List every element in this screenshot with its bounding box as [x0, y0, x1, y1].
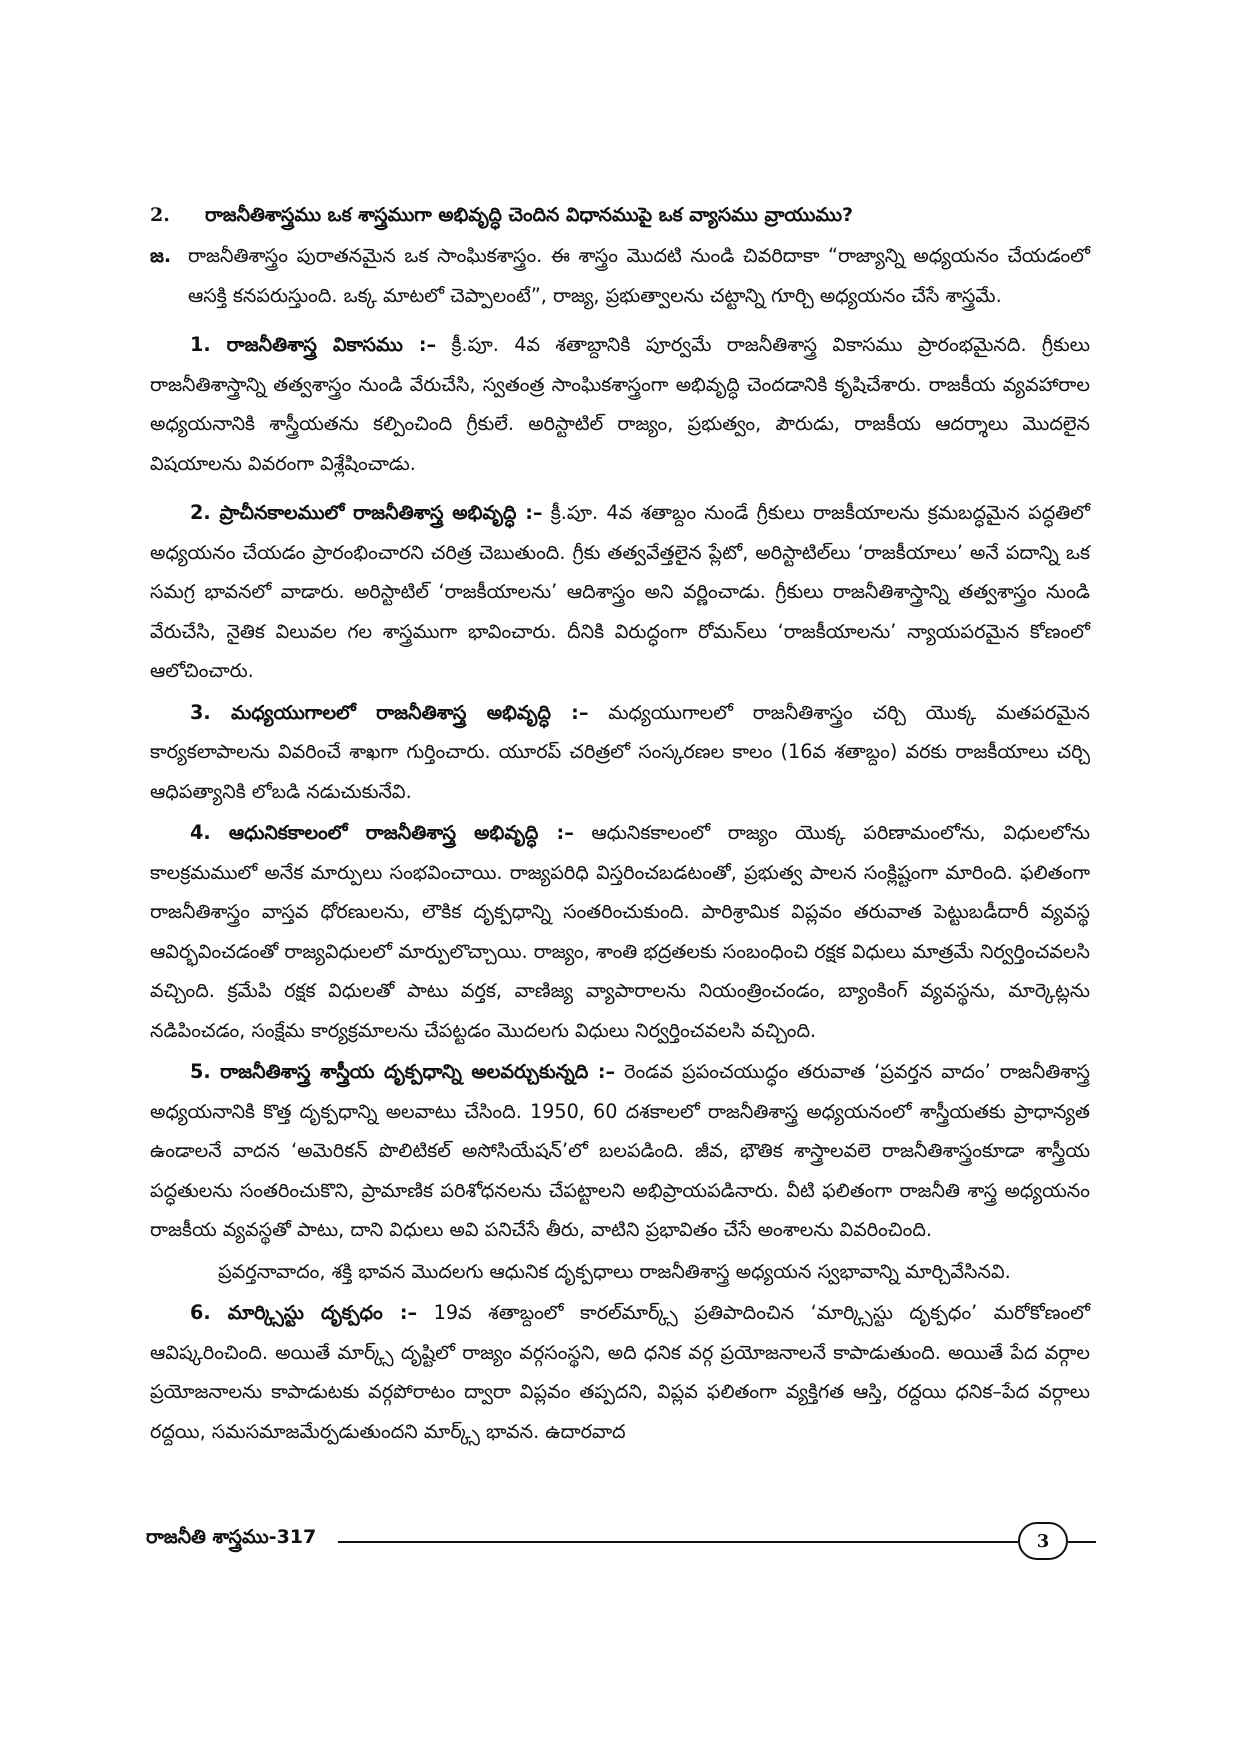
question-text: రాజనీతిశాస్త్రము ఒక శాస్త్రముగా అభివృద్ధి చెందిన విధానముపై ఒక వ్యాసము వ్రాయుము?: [205, 204, 854, 226]
section-text: క్రీ.పూ. 4వ శతాబ్దం నుండే గ్రీకులు రాజకీయాలను క్రమబద్ధమైన పద్ధతిలో అధ్యయనం చేయడం ప్రారంభించారని చరిత్ర చెబుతుంది. గ్రీకు తత్వవేత్తలైన ప్లేటో, అరిస్టాటిల్‌లు ‘రాజకీయాలు’ అనే పదాన్ని ఒక సమగ్ర భావనలో వాడారు. అరిస్టాటిల్ ‘రాజకీయాలను’ ఆదిశాస్త్రం అని వర్ణించాడు. గ్రీకులు రాజనీతిశాస్త్రాన్ని తత్వశాస్త్రం నుండి వేరుచేసి, నైతిక విలువల గల శాస్త్రముగా భావించారు. దీనికి విరుద్ధంగా రోమన్‌లు ‘రాజకీయాలను’ న్యాయపరమైన కోణంలో ఆలోచించారు.: [150, 501, 1091, 682]
section-heading: 3. మధ్యయుగాలలో రాజనీతిశాస్త్ర అభివృద్ధి :–: [190, 700, 589, 724]
section-2: [150, 493, 1090, 691]
question: [150, 198, 1090, 232]
section-text: మధ్యయుగాలలో రాజనీతిశాస్త్రం చర్చి యొక్క మతపరమైన కార్యకలాపాలను వివరించే శాఖగా గుర్తించారు. యూరప్ చరిత్రలో సంస్కరణల కాలం (16వ శతాబ్దం) వరకు రాజకీయాలు చర్చి ఆధిపత్యానికి లోబడి నడుచుకునేవి.: [150, 700, 1090, 803]
section-text: ఆధునికకాలంలో రాజ్యం యొక్క పరిణామంలోను, విధులలోను కాలక్రమములో అనేక మార్పులు సంభవించాయి. రాజ్యపరిధి విస్తరించబడటంతో, ప్రభుత్వ పాలన సంక్లిష్టంగా మారింది. ఫలితంగా రాజనీతిశాస్త్రం వాస్తవ ధోరణులను, లౌకిక దృక్పధాన్ని సంతరించుకుంది. పారిశ్రామిక విప్లవం తరువాత పెట్టుబడీదారీ వ్యవస్థ ఆవిర్భవించడంతో రాజ్యవిధులలో మార్పులొచ్చాయి. రాజ్యం, శాంతి భద్రతలకు సంబంధించి రక్షక విధులు మాత్రమే నిర్వర్తించవలసి వచ్చింది. క్రమేపి రక్షక విధులతో పాటు వర్తక, వాణిజ్య వ్యాపారాలను నియంత్రించండం, బ్యాంకింగ్ వ్యవస్థను, మార్కెట్లను నడిపించడం, సంక్షేమ కార్యక్రమాలను చేపట్టడం మొదలగు విధులు నిర్వర్తించవలసి వచ్చింది.: [150, 821, 1090, 1042]
page-number: 3: [1018, 1522, 1068, 1560]
section-3: [150, 693, 1090, 812]
section-text: 19వ శతాబ్దంలో కారల్‌మార్క్స్ ప్రతిపాదించిన ‘మార్క్సిస్టు దృక్పధం’ మరోకోణంలో ఆవిష్కరించింది. అయితే మార్క్స్ దృష్టిలో రాజ్యం వర్గసంస్థని, అది ధనిక వర్గ ప్రయోజనాలనే కాపాడుతుంది. అయితే పేద వర్గాల ప్రయోజనాలను కాపాడుటకు వర్గపోరాటం ద్వారా విప్లవం తప్పదని, విప్లవ ఫలితంగా వ్యక్తిగత ఆస్తి, రద్దయి ధనిక–పేద వర్గాలు రద్దయి, సమసమాజమేర్పడుతుందని మార్క్స్ భావన. ఉదారవాద: [150, 1301, 1090, 1443]
footer-title: రాజనీతి శాస్త్రము-317: [146, 1526, 317, 1548]
section-text: రెండవ ప్రపంచయుద్ధం తరువాత ‘ప్రవర్తన వాదం’ రాజనీతిశాస్త్ర అధ్యయనానికి కొత్త దృక్పధాన్ని అలవాటు చేసింది. 1950, 60 దశకాలలో రాజనీతిశాస్త్ర అధ్యయనంలో శాస్త్రీయతకు ప్రాధాన్యత ఉండాలనే వాదన ‘అమెరికన్ పొలిటికల్ అసోసియేషన్’లో బలపడింది. జీవ, భౌతిక శాస్త్రాలవలె రాజనీతిశాస్త్రంకూడా శాస్త్రీయ పద్ధతులను సంతరించుకొని, ప్రామాణిక పరిశోధనలను చేపట్టాలని అభిప్రాయపడినారు. వీటి ఫలితంగా రాజనీతి శాస్త్ర అధ్యయనం రాజకీయ వ్యవస్థతో పాటు, దాని విధులు అవి పనిచేసే తీరు, వాటిని ప్రభావితం చేసే అంశాలను వివరించింది.: [150, 1060, 1090, 1241]
answer-marker: జ.: [150, 245, 172, 267]
question-number: 2.: [150, 204, 170, 226]
section-heading: 6. మార్క్సిస్టు దృక్పధం :–: [190, 1301, 418, 1324]
page-footer: [146, 1520, 1096, 1560]
section-4: [150, 813, 1090, 1050]
section-1: [150, 325, 1090, 483]
section-heading: 1. రాజనీతిశాస్త్ర వికాసము :–: [190, 333, 437, 356]
section-heading: 4. ఆధునికకాలంలో రాజనీతిశాస్త్ర అభివృద్ధి :–: [190, 821, 574, 844]
section-5: [150, 1052, 1090, 1250]
footer-rule-end: [1068, 1541, 1096, 1543]
answer-intro: రాజనీతిశాస్త్రం పురాతనమైన ఒక సాంఘికశాస్త్రం. ఈ శాస్త్రం మొదటి నుండి చివరిదాకా “రాజ్యాన్ని అధ్యయనం చేయడంలో ఆసక్తి కనపరుస్తుంది. ఒక్క మాటలో చెప్పాలంటే”, రాజ్య, ప్రభుత్వాలను చట్టాన్ని గూర్చి అధ్యయనం చేసే శాస్త్రమే.: [188, 244, 1090, 307]
section-text: ప్రవర్తనావాదం, శక్తి భావన మొదలగు ఆధునిక దృక్పధాలు రాజనీతిశాస్త్ర అధ్యయన స్వభావాన్ని మార్చివేసినవి.: [218, 1259, 1011, 1283]
behaviouralism-note: [150, 1252, 1090, 1292]
section-heading: 5. రాజనీతిశాస్త్ర శాస్త్రీయ దృక్పధాన్ని అలవర్చుకున్నది :–: [190, 1060, 616, 1083]
answer: [150, 236, 1090, 315]
section-heading: 2. ప్రాచీనకాలములో రాజనీతిశాస్త్ర అభివృద్ధి :–: [190, 501, 543, 524]
page-content: [150, 198, 1090, 1451]
section-text: క్రీ.పూ. 4వ శతాబ్దానికి పూర్వమే రాజనీతిశాస్త్ర వికాసము ప్రారంభమైనది. గ్రీకులు రాజనీతిశాస్త్రాన్ని తత్వశాస్త్రం నుండి వేరుచేసి, స్వతంత్ర సాంఘికశాస్త్రంగా అభివృద్ధి చెందడానికి కృషిచేశారు. రాజకీయ వ్యవహారాల అధ్యయనానికి శాస్త్రీయతను కల్పించింది గ్రీకులే. అరిస్టాటిల్ రాజ్యం, ప్రభుత్వం, పౌరుడు, రాజకీయ ఆదర్శాలు మొదలైన విషయాలను వివరంగా విశ్లేషించాడు.: [150, 333, 1090, 475]
footer-rule: [338, 1541, 1018, 1543]
section-6: [150, 1293, 1090, 1451]
